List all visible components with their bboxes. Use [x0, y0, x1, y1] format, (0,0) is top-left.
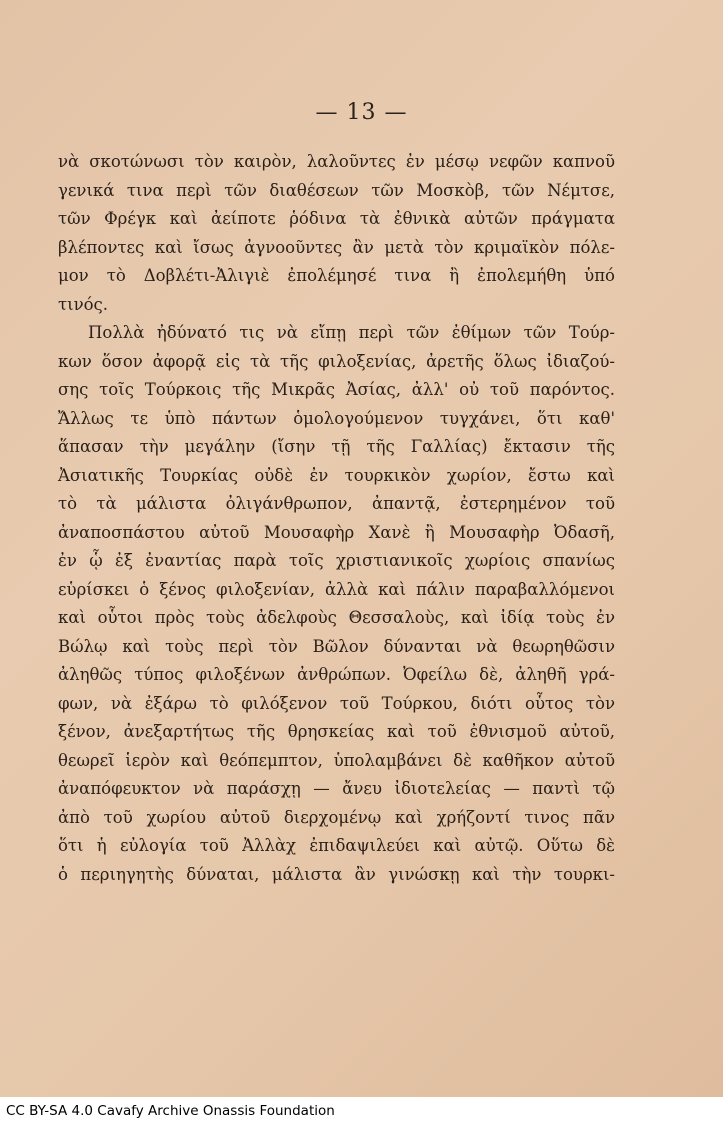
- text-line: εὑρίσκει ὁ ξένος φιλοξενίαν, ἀλλὰ καὶ πάλιν παραβαλλόμενοι: [58, 579, 615, 599]
- text-line: τὸ τὰ μάλιστα ὀλιγάνθρωπον, ἀπαντᾷ, ἐστερημένον τοῦ: [58, 494, 615, 513]
- text-line: τῶν Φρέγκ καὶ ἀείποτε ῥόδινα τὰ ἐθνικὰ αὐτῶν πράγματα: [58, 209, 615, 228]
- text-line: καὶ οὗτοι πρὸς τοὺς ἀδελφοὺς Θεσσαλοὺς, καὶ ἰδίᾳ τοὺς ἐν: [58, 608, 615, 627]
- text-line: ξένον, ἀνεξαρτήτως τῆς θρησκείας καὶ τοῦ ἐθνισμοῦ αὐτοῦ,: [58, 722, 615, 741]
- text-line: ἀληθῶς τύπος φιλοξένων ἀνθρώπων. Ὀφείλω δὲ, ἀληθῆ γρά-: [58, 665, 615, 684]
- footer-bar: [0, 1097, 723, 1127]
- text-line: βλέποντες καὶ ἴσως ἀγνοοῦντες ἂν μετὰ τὸν κριμαϊκὸν πόλε-: [58, 237, 615, 257]
- text-line: σης τοῖς Τούρκοις τῆς Μικρᾶς Ἀσίας, ἀλλ' οὐ τοῦ παρόντος.: [58, 380, 615, 399]
- text-line: φων, νὰ ἐξάρω τὸ φιλόξενον τοῦ Τούρκου, διότι οὗτος τὸν: [58, 693, 615, 713]
- body-text: [58, 148, 615, 889]
- text-line: τινός.: [58, 294, 109, 314]
- text-line: νὰ σκοτώνωσι τὸν καιρὸν, λαλοῦντες ἐν μέσῳ νεφῶν καπνοῦ: [58, 152, 615, 171]
- text-line: ἀπὸ τοῦ χωρίου αὐτοῦ διερχομένῳ καὶ χρήζοντί τινος πᾶν: [58, 807, 615, 827]
- text-line: Ἀσιατικῆς Τουρκίας οὐδὲ ἐν τουρκικὸν χωρίον, ἔστω καὶ: [58, 465, 615, 485]
- text-line: ὅτι ἡ εὐλογία τοῦ Ἀλλὰχ ἐπιδαψιλεύει καὶ αὐτῷ. Οὕτω δὲ: [58, 836, 615, 855]
- text-line: ἐν ᾧ ἐξ ἐναντίας παρὰ τοῖς χριστιανικοῖς χωρίοις σπανίως: [58, 551, 615, 570]
- text-line: Βώλῳ καὶ τοὺς περὶ τὸν Βῶλον δύνανται νὰ θεωρηθῶσιν: [58, 636, 615, 656]
- text-line: γενικά τινα περὶ τῶν διαθέσεων τῶν Μοσκὸβ, τῶν Νέμτσε,: [58, 180, 615, 200]
- text-line: Πολλὰ ἠδύνατό τις νὰ εἴπῃ περὶ τῶν ἐθίμων τῶν Τούρ-: [88, 323, 615, 342]
- text-line: κων ὅσον ἀφορᾷ εἰς τὰ τῆς φιλοξενίας, ἀρετῆς ὅλως ἰδιαζού-: [58, 351, 615, 371]
- text-line: ὁ περιηγητὴς δύναται, μάλιστα ἂν γινώσκῃ καὶ τὴν τουρκι-: [58, 864, 615, 884]
- license-credit: CC BY-SA 4.0 Cavafy Archive Onassis Foundation: [6, 1103, 335, 1119]
- page-number: — 13 —: [315, 100, 408, 125]
- text-line: θεωρεῖ ἱερὸν καὶ θεόπεμπτον, ὑπολαμβάνει δὲ καθῆκον αὐτοῦ: [58, 750, 615, 770]
- text-line: ἀναπόφευκτον νὰ παράσχῃ — ἄνευ ἰδιοτελείας — παντὶ τῷ: [58, 779, 615, 798]
- text-line: ἀναποσπάστου αὐτοῦ Μουσαφὴρ Χανὲ ἢ Μουσαφὴρ Ὀδασῆ,: [58, 522, 615, 542]
- text-line: ἅπασαν τὴν μεγάλην (ἴσην τῇ τῆς Γαλλίας) ἔκτασιν τῆς: [58, 437, 615, 456]
- text-line: Ἄλλως τε ὑπὸ πάντων ὁμολογούμενον τυγχάνει, ὅτι καθ': [58, 408, 615, 428]
- text-line: μον τὸ Δοβλέτι-Ἀλιγιὲ ἐπολέμησέ τινα ἢ ἐπολεμήθη ὑπό: [58, 266, 615, 285]
